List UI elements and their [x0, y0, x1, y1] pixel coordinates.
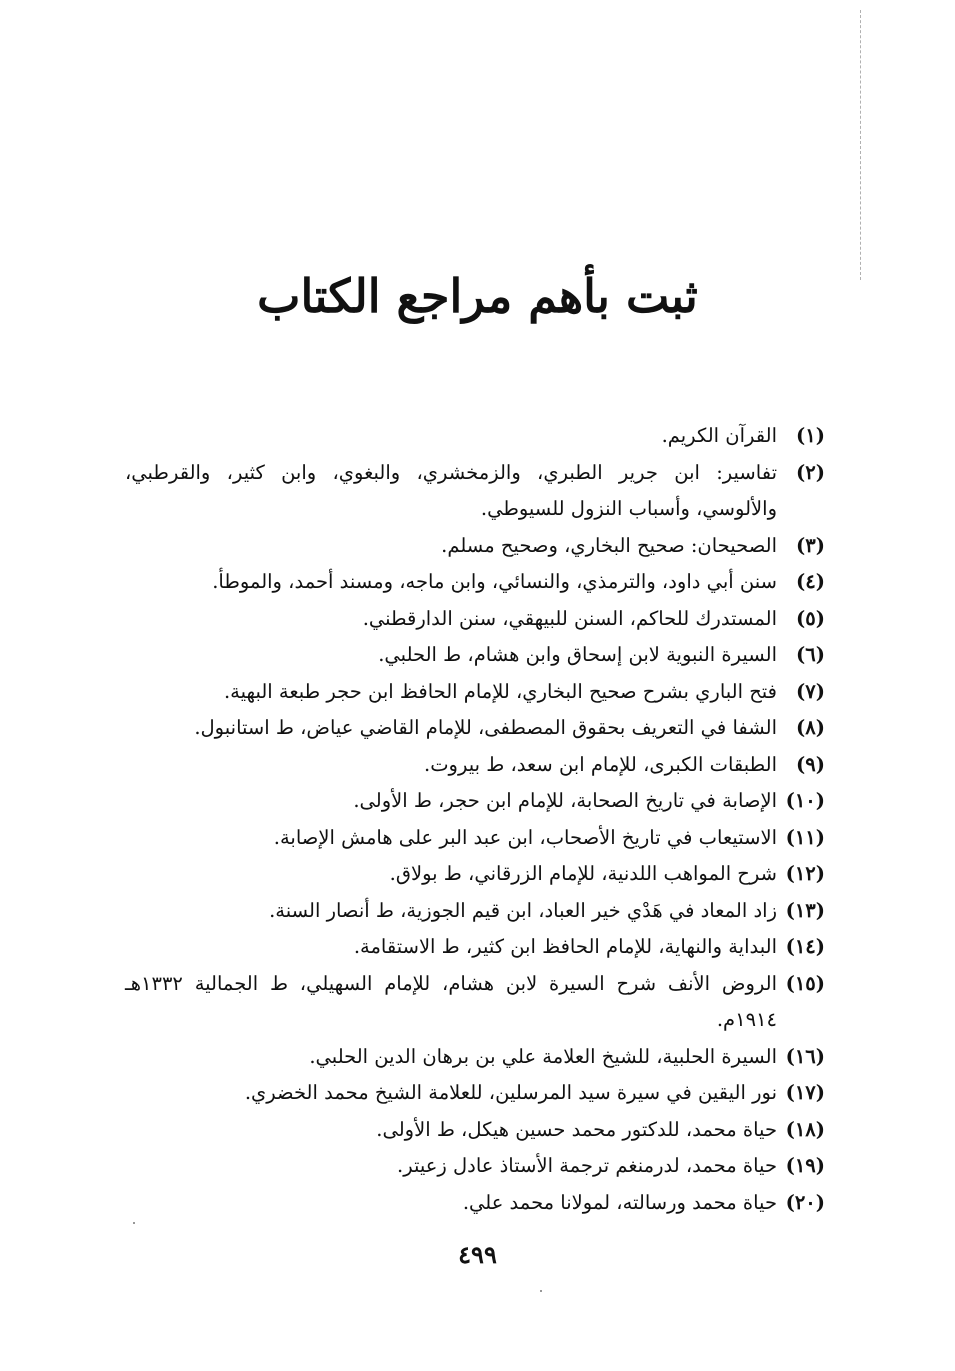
reference-item: [125, 418, 825, 455]
reference-number: (١٧): [785, 1081, 825, 1104]
reference-item: [125, 455, 825, 528]
reference-text: الإصابة في تاريخ الصحابة، للإمام ابن حجر، ط الأولى.: [353, 789, 777, 812]
reference-item: [125, 1148, 825, 1185]
reference-number: (١٤): [785, 935, 825, 958]
reference-item: [125, 601, 825, 638]
reference-item: [125, 966, 825, 1039]
reference-item: [125, 564, 825, 601]
reference-text: المستدرك للحاكم، السنن للبيهقي، سنن الدارقطني.: [362, 606, 777, 630]
reference-text: الصحيحان: صحيح البخاري، وصحيح مسلم.: [441, 533, 777, 557]
reference-number: (٢٠): [785, 1190, 825, 1214]
reference-item: [125, 820, 825, 857]
reference-text: حياة محمد، لدرمنغم ترجمة الأستاذ عادل زعيتر.: [397, 1154, 777, 1177]
reference-number: (١٨): [785, 1117, 825, 1141]
reference-item: [125, 637, 825, 674]
reference-item: [125, 1185, 825, 1222]
reference-text: حياة محمد ورسالته، لمولانا محمد علي.: [462, 1190, 777, 1214]
scan-speck: [133, 1222, 135, 1224]
reference-number: (٤): [796, 570, 825, 593]
reference-number: (١٠): [785, 789, 825, 812]
reference-number: (٨): [796, 716, 825, 739]
reference-text: نور اليقين في سيرة سيد المرسلين، للعلامة الشيخ محمد الخضري.: [244, 1081, 777, 1104]
reference-item: [125, 856, 825, 893]
reference-text: الاستيعاب في تاريخ الأصحاب، ابن عبد البر على هامش الإصابة.: [273, 825, 777, 849]
reference-number: (١١): [785, 825, 825, 849]
reference-item: [125, 929, 825, 966]
reference-item: [125, 1112, 825, 1149]
reference-text: الروض الأنف شرح السيرة لابن هشام، للإمام السهيلي، ط الجمالية ١٣٣٢هـ ١٩١٤م.: [125, 971, 777, 1031]
reference-item: [125, 747, 825, 784]
reference-text: السيرة النبوية لابن إسحاق وابن هشام، ط الحلبي.: [378, 643, 777, 666]
reference-text: زاد المعاد في هَدْي خير العباد، ابن قيم الجوزية، ط أنصار السنة.: [269, 898, 777, 922]
reference-number: (٩): [796, 752, 825, 776]
reference-number: (٧): [796, 679, 825, 703]
reference-number: (٥): [796, 606, 825, 630]
reference-item: [125, 893, 825, 930]
reference-item: [125, 1075, 825, 1112]
reference-text: السيرة الحلبية، للشيخ العلامة علي بن برهان الدين الحلبي.: [309, 1044, 777, 1068]
reference-text: فتح الباري بشرح صحيح البخاري، للإمام الحافظ ابن حجر طبعة البهية.: [223, 679, 777, 703]
reference-item: [125, 1039, 825, 1076]
scan-speck: [540, 1290, 542, 1292]
reference-number: (١٢): [785, 862, 825, 885]
reference-number: (١٩): [785, 1154, 825, 1177]
reference-number: (١٣): [785, 898, 825, 922]
reference-text: الطبقات الكبرى، للإمام ابن سعد، ط بيروت.: [424, 752, 777, 776]
reference-text: شرح المواهب اللدنية، للإمام الزرقاني، ط بولاق.: [389, 862, 777, 885]
references-list: [125, 418, 825, 1221]
reference-item: [125, 783, 825, 820]
reference-text: سنن أبي داود، والترمذي، والنسائي، وابن ماجه، ومسند أحمد، والموطأ.: [212, 570, 777, 593]
reference-text: القرآن الكريم.: [661, 424, 777, 447]
reference-text: تفاسير: ابن جرير الطبري، والزمخشري، والبغوي، وابن كثير، والقرطبي، والألوسي، وأسباب النزول للسيوطي.: [125, 460, 777, 520]
scan-fold-mark: [860, 10, 861, 280]
reference-number: (٢): [796, 460, 825, 484]
reference-text: الشفا في التعريف بحقوق المصطفى، للإمام القاضي عياض، ط استانبول.: [194, 716, 777, 739]
reference-text: حياة محمد، للدكتور محمد حسين هيكل، ط الأولى.: [376, 1117, 777, 1141]
reference-number: (٦): [796, 643, 825, 666]
reference-item: [125, 674, 825, 711]
reference-number: (١٥): [785, 971, 825, 995]
page-title: ثبت بأهم مراجع الكتاب: [257, 268, 698, 323]
reference-item: [125, 710, 825, 747]
reference-number: (٣): [796, 533, 825, 557]
reference-item: [125, 528, 825, 565]
reference-number: (١٦): [785, 1044, 825, 1068]
reference-text: البداية والنهاية، للإمام الحافظ ابن كثير، ط الاستقامة.: [353, 935, 777, 958]
page-number: ٤٩٩: [458, 1240, 497, 1269]
reference-number: (١): [796, 424, 825, 447]
